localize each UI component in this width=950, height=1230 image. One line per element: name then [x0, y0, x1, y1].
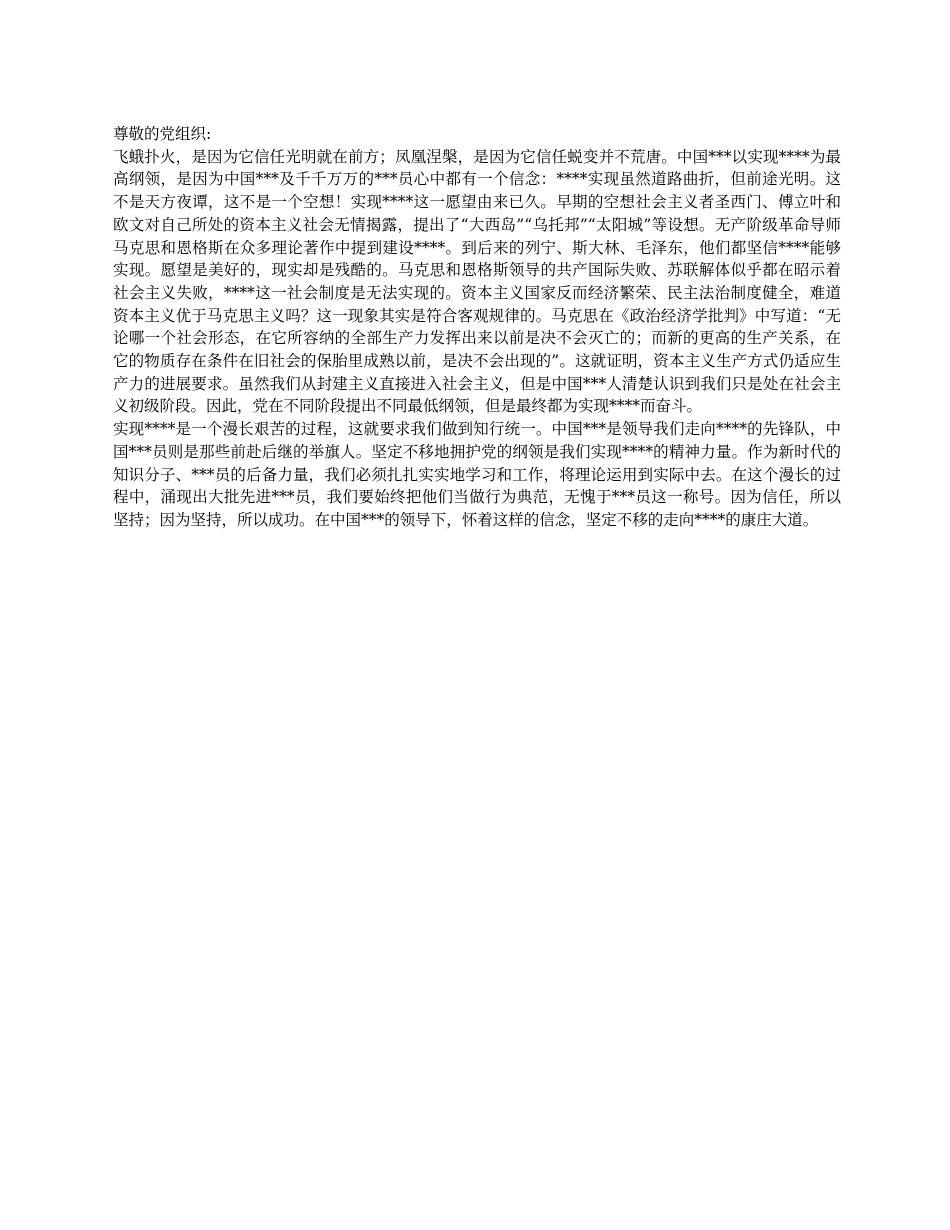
- paragraph-1: 飞蛾扑火，是因为它信任光明就在前方；凤凰涅槃，是因为它信任蜕变并不荒唐。中国***以实现****为最高纲领，是因为中国***及千千万万的***员心中都有一个信念：****实现虽然道路曲折，但前途光明。这不是天方夜谭，这不是一个空想！实现****这一愿望由来已久。早期的空想社会主义者圣西门、傅立叶和欧文对自己所处的资本主义社会无情揭露，提出了“大西岛”“乌托邦”“太阳城”等设想。无产阶级革命导师马克思和恩格斯在众多理论著作中提到建设****。到后来的列宁、斯大林、毛泽东，他们都坚信****能够实现。愿望是美好的，现实却是残酷的。马克思和恩格斯领导的共产国际失败、苏联解体似乎都在昭示着社会主义失败，****这一社会制度是无法实现的。资本主义国家反而经济繁荣、民主法治制度健全，难道资本主义优于马克思主义吗？这一现象其实是符合客观规律的。马克思在《政治经济学批判》中写道：“无论哪一个社会形态，在它所容纳的全部生产力发挥出来以前是决不会灭亡的；而新的更高的生产关系，在它的物质存在条件在旧社会的保胎里成熟以前，是决不会出现的”。这就证明，资本主义生产方式仍适应生产力的进展要求。虽然我们从封建主义直接进入社会主义，但是中国***人清楚认识到我们只是处在社会主义初级阶段。因此，党在不同阶段提出不同最低纲领，但是最终都为实现****而奋斗。: [113, 147, 841, 416]
- salutation: 尊敬的党组织:: [113, 125, 212, 143]
- paragraph-2: 实现****是一个漫长艰苦的过程，这就要求我们做到知行统一。中国***是领导我们走向****的先锋队，中国***员则是那些前赴后继的举旗人。坚定不移地拥护党的纲领是我们实现****的精神力量。作为新时代的知识分子、***员的后备力量，我们必须扎扎实实地学习和工作，将理论运用到实际中去。在这个漫长的过程中，涌现出大批先进***员，我们要始终把他们当做行为典范，无愧于***员这一称号。因为信任，所以坚持；因为坚持，所以成功。在中国***的领导下，怀着这样的信念，坚定不移的走向****的康庄大道。: [113, 420, 841, 529]
- document-body: [113, 123, 841, 532]
